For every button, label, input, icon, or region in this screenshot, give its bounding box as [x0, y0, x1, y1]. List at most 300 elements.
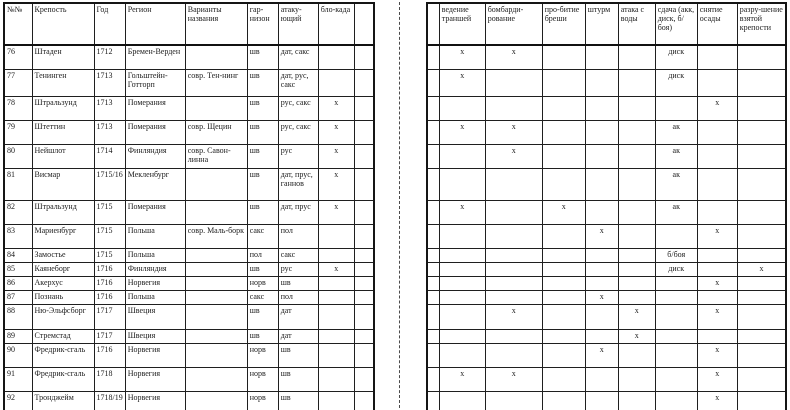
cell-year: 1715 — [94, 248, 125, 262]
cell-water-attack — [618, 367, 655, 391]
cell-water-attack — [618, 69, 655, 96]
cell-bombardment — [485, 69, 542, 96]
cell-year: 1713 — [94, 96, 125, 120]
cell-spacer — [354, 290, 374, 304]
cell-surrender: б/боя — [655, 248, 697, 262]
cell-fortress: Штральзунд — [32, 96, 94, 120]
cell-num: 77 — [4, 69, 32, 96]
cell-surrender — [655, 343, 697, 367]
cell-variant — [185, 168, 247, 200]
cell-water-attack — [618, 290, 655, 304]
cell-breach — [542, 168, 585, 200]
col-header-variants: Варианты названия — [185, 3, 247, 45]
cell-bombardment — [485, 224, 542, 248]
cell-spacer — [427, 168, 439, 200]
cell-siege-lifted — [697, 200, 737, 224]
cell-trenches — [439, 290, 485, 304]
cell-num: 79 — [4, 120, 32, 144]
cell-variant — [185, 248, 247, 262]
cell-water-attack — [618, 276, 655, 290]
cell-trenches — [439, 96, 485, 120]
cell-fortress: Ню-Эльфсборг — [32, 304, 94, 329]
cell-breach — [542, 224, 585, 248]
cell-variant: совр. Савон-линна — [185, 144, 247, 168]
cell-breach — [542, 69, 585, 96]
cell-breach — [542, 329, 585, 343]
cell-attacker: шв — [278, 367, 318, 391]
cell-fortress: Фредрик-сгаль — [32, 367, 94, 391]
cell-spacer — [354, 45, 374, 69]
cell-breach — [542, 262, 585, 276]
cell-blockade: х — [318, 96, 354, 120]
cell-region: Польша — [125, 224, 185, 248]
cell-fortress: Тронджейм — [32, 391, 94, 410]
cell-fortress: Мариенбург — [32, 224, 94, 248]
cell-destruction — [737, 45, 786, 69]
cell-fortress: Нейшлот — [32, 144, 94, 168]
cell-variant — [185, 367, 247, 391]
cell-breach — [542, 391, 585, 410]
cell-bombardment: х — [485, 45, 542, 69]
cell-variant: совр. Тен-нинг — [185, 69, 247, 96]
cell-water-attack: х — [618, 329, 655, 343]
cell-region: Норвегия — [125, 391, 185, 410]
cell-destruction — [737, 367, 786, 391]
cell-garrison: шв — [247, 96, 278, 120]
col-header-spacer — [354, 3, 374, 45]
table-row — [4, 262, 374, 276]
cell-spacer — [354, 276, 374, 290]
cell-siege-lifted: х — [697, 276, 737, 290]
cell-trenches — [439, 168, 485, 200]
cell-garrison: шв — [247, 262, 278, 276]
cell-region: Финляндия — [125, 262, 185, 276]
cell-attacker: дат, рус, сакс — [278, 69, 318, 96]
cell-bombardment — [485, 290, 542, 304]
cell-destruction — [737, 168, 786, 200]
table-row — [427, 329, 786, 343]
col-header-spacer — [427, 3, 439, 45]
cell-attacker: рус, сакс — [278, 96, 318, 120]
cell-blockade — [318, 391, 354, 410]
cell-variant — [185, 262, 247, 276]
cell-trenches — [439, 329, 485, 343]
cell-surrender: ак — [655, 168, 697, 200]
cell-year: 1718 — [94, 367, 125, 391]
cell-breach — [542, 304, 585, 329]
cell-water-attack: х — [618, 304, 655, 329]
cell-fortress: Каянеборг — [32, 262, 94, 276]
cell-assault — [585, 96, 618, 120]
cell-water-attack — [618, 120, 655, 144]
cell-assault — [585, 120, 618, 144]
cell-num: 82 — [4, 200, 32, 224]
cell-siege-lifted — [697, 45, 737, 69]
cell-year: 1716 — [94, 343, 125, 367]
cell-assault — [585, 248, 618, 262]
col-header-bombardment: бомбарди-рование — [485, 3, 542, 45]
cell-bombardment — [485, 200, 542, 224]
table-row — [4, 391, 374, 410]
col-header-surrender: сдача (акк, диск, б/боя) — [655, 3, 697, 45]
cell-fortress: Познань — [32, 290, 94, 304]
cell-spacer — [427, 290, 439, 304]
table-row — [4, 290, 374, 304]
cell-destruction — [737, 224, 786, 248]
cell-trenches — [439, 144, 485, 168]
cell-attacker: рус — [278, 144, 318, 168]
cell-year: 1717 — [94, 304, 125, 329]
cell-blockade — [318, 290, 354, 304]
cell-breach — [542, 276, 585, 290]
cell-garrison: норв — [247, 391, 278, 410]
cell-region: Швеция — [125, 304, 185, 329]
cell-region: Померания — [125, 120, 185, 144]
cell-attacker: дат — [278, 304, 318, 329]
cell-siege-lifted — [697, 329, 737, 343]
table-row — [427, 120, 786, 144]
cell-fortress: Висмар — [32, 168, 94, 200]
cell-assault — [585, 276, 618, 290]
cell-region: Гольштейн-Готторп — [125, 69, 185, 96]
cell-region: Польша — [125, 290, 185, 304]
table-row — [4, 200, 374, 224]
col-header-year: Год — [94, 3, 125, 45]
cell-attacker: шв — [278, 343, 318, 367]
cell-destruction — [737, 304, 786, 329]
cell-assault — [585, 168, 618, 200]
cell-destruction — [737, 248, 786, 262]
table-row — [4, 45, 374, 69]
cell-surrender — [655, 367, 697, 391]
cell-bombardment — [485, 96, 542, 120]
cell-blockade: х — [318, 120, 354, 144]
cell-destruction: х — [737, 262, 786, 276]
cell-fortress: Замостье — [32, 248, 94, 262]
cell-fortress: Тенинген — [32, 69, 94, 96]
cell-year: 1717 — [94, 329, 125, 343]
cell-num: 86 — [4, 276, 32, 290]
col-header-region: Регион — [125, 3, 185, 45]
cell-spacer — [354, 224, 374, 248]
cell-year: 1713 — [94, 69, 125, 96]
cell-spacer — [427, 367, 439, 391]
cell-bombardment — [485, 391, 542, 410]
cell-attacker: пол — [278, 290, 318, 304]
right-header-row — [427, 3, 786, 45]
cell-water-attack — [618, 144, 655, 168]
cell-surrender: диск — [655, 45, 697, 69]
cell-variant: совр. Маль-борк — [185, 224, 247, 248]
cell-blockade: х — [318, 168, 354, 200]
cell-blockade — [318, 276, 354, 290]
cell-trenches: х — [439, 120, 485, 144]
table-row — [4, 69, 374, 96]
cell-destruction — [737, 120, 786, 144]
cell-spacer — [427, 45, 439, 69]
cell-water-attack — [618, 200, 655, 224]
cell-water-attack — [618, 391, 655, 410]
cell-spacer — [354, 144, 374, 168]
cell-spacer — [427, 262, 439, 276]
cell-water-attack — [618, 343, 655, 367]
cell-garrison: шв — [247, 168, 278, 200]
cell-siege-lifted: х — [697, 304, 737, 329]
cell-spacer — [427, 224, 439, 248]
cell-surrender — [655, 304, 697, 329]
col-header-breach: про-битие бреши — [542, 3, 585, 45]
cell-surrender: диск — [655, 262, 697, 276]
cell-garrison: шв — [247, 329, 278, 343]
cell-blockade — [318, 343, 354, 367]
table-row — [4, 224, 374, 248]
cell-garrison: сакс — [247, 290, 278, 304]
cell-region: Бремен-Верден — [125, 45, 185, 69]
table-row — [4, 304, 374, 329]
cell-spacer — [354, 200, 374, 224]
cell-garrison: норв — [247, 343, 278, 367]
cell-region: Померания — [125, 200, 185, 224]
cell-garrison: шв — [247, 144, 278, 168]
cell-assault — [585, 391, 618, 410]
cell-spacer — [427, 248, 439, 262]
cell-attacker: пол — [278, 224, 318, 248]
cell-garrison: норв — [247, 276, 278, 290]
cell-num: 92 — [4, 391, 32, 410]
cell-assault — [585, 144, 618, 168]
cell-attacker: шв — [278, 391, 318, 410]
cell-destruction — [737, 329, 786, 343]
cell-year: 1715/16 — [94, 168, 125, 200]
cell-bombardment — [485, 262, 542, 276]
cell-spacer — [427, 144, 439, 168]
cell-bombardment: х — [485, 144, 542, 168]
cell-surrender: ак — [655, 200, 697, 224]
cell-spacer — [427, 276, 439, 290]
cell-region: Норвегия — [125, 343, 185, 367]
cell-spacer — [354, 248, 374, 262]
cell-attacker: сакс — [278, 248, 318, 262]
cell-fortress: Стремстад — [32, 329, 94, 343]
cell-spacer — [427, 69, 439, 96]
cell-breach — [542, 96, 585, 120]
cell-bombardment: х — [485, 120, 542, 144]
cell-region: Норвегия — [125, 367, 185, 391]
cell-spacer — [354, 96, 374, 120]
cell-breach — [542, 45, 585, 69]
cell-blockade — [318, 248, 354, 262]
cell-water-attack — [618, 168, 655, 200]
cell-destruction — [737, 343, 786, 367]
cell-bombardment — [485, 248, 542, 262]
cell-breach — [542, 144, 585, 168]
cell-water-attack — [618, 45, 655, 69]
left-page-table — [3, 2, 375, 410]
cell-assault: х — [585, 224, 618, 248]
cell-variant — [185, 329, 247, 343]
table-row — [427, 367, 786, 391]
table-row — [427, 45, 786, 69]
cell-fortress: Штральзунд — [32, 200, 94, 224]
cell-fortress: Штаден — [32, 45, 94, 69]
table-row — [4, 248, 374, 262]
cell-spacer — [427, 304, 439, 329]
cell-attacker: рус, сакс — [278, 120, 318, 144]
table-row — [427, 343, 786, 367]
cell-spacer — [427, 329, 439, 343]
cell-surrender — [655, 96, 697, 120]
table-row — [427, 276, 786, 290]
table-row — [4, 96, 374, 120]
cell-region: Швеция — [125, 329, 185, 343]
cell-blockade: х — [318, 144, 354, 168]
cell-bombardment — [485, 168, 542, 200]
cell-assault — [585, 262, 618, 276]
cell-num: 80 — [4, 144, 32, 168]
cell-assault — [585, 304, 618, 329]
cell-variant — [185, 304, 247, 329]
cell-variant — [185, 343, 247, 367]
cell-variant — [185, 290, 247, 304]
cell-surrender: диск — [655, 69, 697, 96]
cell-destruction — [737, 96, 786, 120]
cell-spacer — [354, 262, 374, 276]
cell-num: 83 — [4, 224, 32, 248]
cell-siege-lifted: х — [697, 391, 737, 410]
cell-trenches: х — [439, 45, 485, 69]
table-row — [4, 168, 374, 200]
col-header-garrison: гар-низон — [247, 3, 278, 45]
cell-spacer — [354, 69, 374, 96]
table-row — [427, 144, 786, 168]
cell-num: 88 — [4, 304, 32, 329]
cell-year: 1716 — [94, 276, 125, 290]
cell-assault: х — [585, 343, 618, 367]
cell-fortress: Фредрик-сгаль — [32, 343, 94, 367]
cell-breach — [542, 343, 585, 367]
cell-bombardment — [485, 343, 542, 367]
left-header-row — [4, 3, 374, 45]
col-header-trenches: ведение траншей — [439, 3, 485, 45]
col-header-assault: штурм — [585, 3, 618, 45]
right-page-table — [426, 2, 787, 410]
cell-num: 78 — [4, 96, 32, 120]
cell-siege-lifted — [697, 168, 737, 200]
cell-year: 1715 — [94, 200, 125, 224]
cell-garrison: шв — [247, 45, 278, 69]
cell-breach — [542, 120, 585, 144]
table-row — [427, 290, 786, 304]
cell-attacker: шв — [278, 276, 318, 290]
cell-year: 1714 — [94, 144, 125, 168]
cell-spacer — [427, 120, 439, 144]
cell-num: 89 — [4, 329, 32, 343]
cell-garrison: шв — [247, 120, 278, 144]
cell-garrison: шв — [247, 200, 278, 224]
cell-siege-lifted: х — [697, 224, 737, 248]
cell-garrison: шв — [247, 69, 278, 96]
page-gutter — [375, 2, 426, 408]
cell-spacer — [354, 329, 374, 343]
cell-breach: х — [542, 200, 585, 224]
cell-region: Мекленбург — [125, 168, 185, 200]
cell-surrender — [655, 290, 697, 304]
cell-bombardment: х — [485, 367, 542, 391]
cell-assault — [585, 69, 618, 96]
cell-breach — [542, 290, 585, 304]
cell-destruction — [737, 290, 786, 304]
cell-spacer — [427, 343, 439, 367]
cell-num: 90 — [4, 343, 32, 367]
cell-siege-lifted — [697, 290, 737, 304]
cell-water-attack — [618, 224, 655, 248]
table-row — [427, 304, 786, 329]
cell-assault — [585, 367, 618, 391]
table-row — [427, 248, 786, 262]
cell-attacker: рус — [278, 262, 318, 276]
cell-blockade — [318, 329, 354, 343]
cell-spacer — [354, 343, 374, 367]
table-row — [4, 120, 374, 144]
cell-siege-lifted — [697, 144, 737, 168]
cell-region: Финляндия — [125, 144, 185, 168]
cell-assault: х — [585, 290, 618, 304]
cell-year: 1713 — [94, 120, 125, 144]
cell-year: 1716 — [94, 262, 125, 276]
cell-spacer — [427, 200, 439, 224]
cell-blockade: х — [318, 262, 354, 276]
cell-surrender — [655, 276, 697, 290]
cell-variant — [185, 96, 247, 120]
cell-garrison: шв — [247, 304, 278, 329]
cell-water-attack — [618, 96, 655, 120]
cell-attacker: дат, прус — [278, 200, 318, 224]
cell-blockade — [318, 45, 354, 69]
cell-siege-lifted — [697, 248, 737, 262]
cell-garrison: норв — [247, 367, 278, 391]
cell-num: 81 — [4, 168, 32, 200]
cell-trenches — [439, 343, 485, 367]
cell-attacker: дат, сакс — [278, 45, 318, 69]
cell-spacer — [427, 391, 439, 410]
cell-trenches: х — [439, 200, 485, 224]
cell-variant: совр. Щецин — [185, 120, 247, 144]
cell-spacer — [354, 391, 374, 410]
cell-siege-lifted — [697, 262, 737, 276]
cell-surrender: ак — [655, 120, 697, 144]
cell-spacer — [354, 168, 374, 200]
table-row — [427, 96, 786, 120]
cell-year: 1716 — [94, 290, 125, 304]
cell-bombardment — [485, 276, 542, 290]
cell-fortress: Штеттин — [32, 120, 94, 144]
cell-region: Норвегия — [125, 276, 185, 290]
table-row — [4, 367, 374, 391]
cell-destruction — [737, 391, 786, 410]
cell-variant — [185, 276, 247, 290]
cell-attacker: дат, прус, ганнов — [278, 168, 318, 200]
cell-bombardment — [485, 329, 542, 343]
cell-blockade — [318, 224, 354, 248]
cell-trenches: х — [439, 367, 485, 391]
col-header-fortress: Крепость — [32, 3, 94, 45]
table-row — [427, 200, 786, 224]
cell-trenches: х — [439, 69, 485, 96]
cell-variant — [185, 200, 247, 224]
cell-spacer — [354, 120, 374, 144]
table-row — [427, 69, 786, 96]
cell-num: 76 — [4, 45, 32, 69]
